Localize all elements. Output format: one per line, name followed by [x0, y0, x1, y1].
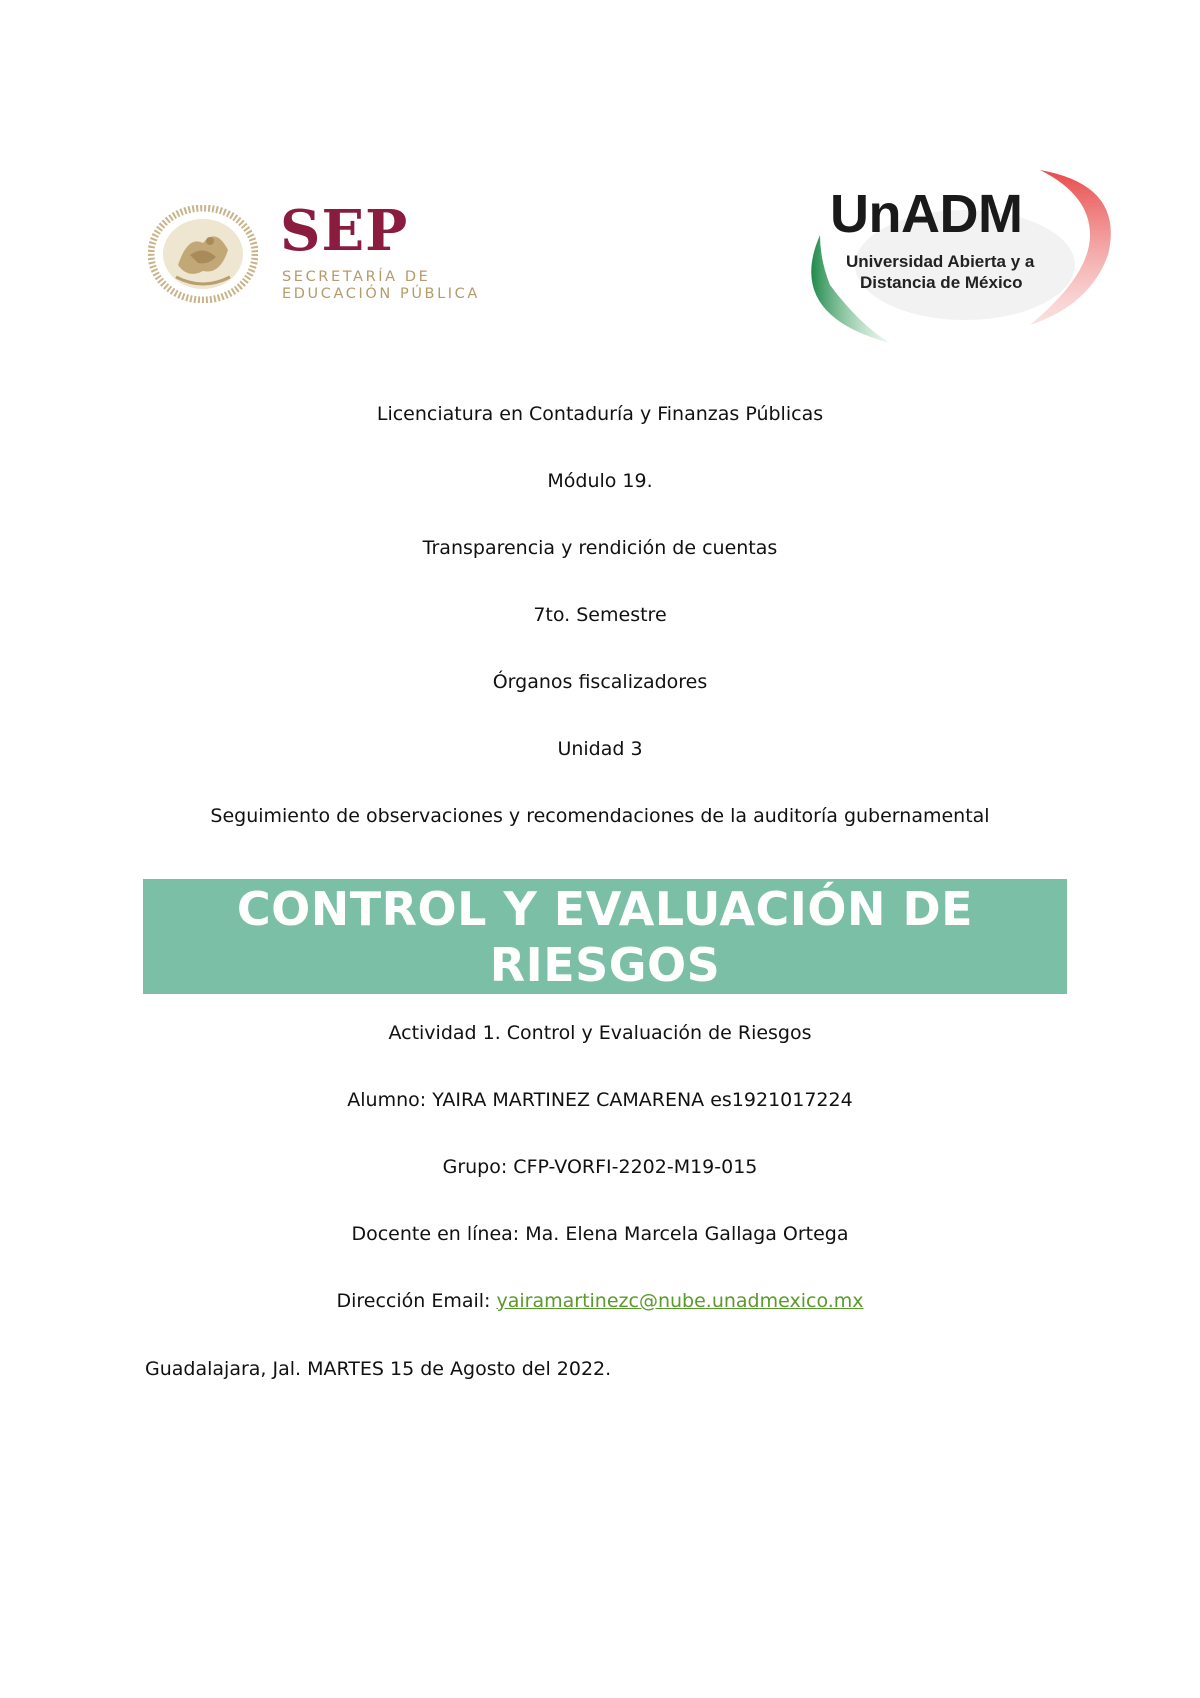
topic: Órganos fiscalizadores: [492, 671, 708, 693]
student-name: Alumno: YAIRA MARTINEZ CAMARENA es1921017224: [347, 1089, 853, 1111]
title-banner: [143, 879, 1067, 994]
unadm-subtitle-line2: Distancia de México: [860, 273, 1023, 292]
place-and-date: Guadalajara, Jal. MARTES 15 de Agosto del 2022.: [145, 1358, 612, 1380]
module-number: Módulo 19.: [547, 470, 653, 492]
sep-wordmark: SEP: [280, 198, 409, 264]
unadm-wordmark: UnADM: [830, 184, 1023, 244]
email-link[interactable]: yairamartinezc@nube.unadmexico.mx: [496, 1290, 864, 1312]
activity-name: Actividad 1. Control y Evaluación de Riesgos: [388, 1022, 812, 1044]
group-code: Grupo: CFP-VORFI-2202-M19-015: [442, 1156, 758, 1178]
unadm-subtitle-line1: Universidad Abierta y a: [846, 252, 1035, 271]
unit-title: Seguimiento de observaciones y recomendaciones de la auditoría gubernamental: [210, 805, 990, 827]
email-label: Dirección Email:: [336, 1290, 497, 1312]
program-name: Licenciatura en Contaduría y Finanzas Públicas: [376, 403, 824, 425]
semester: 7to. Semestre: [533, 604, 667, 626]
coat-of-arms-seal-icon: [148, 205, 258, 303]
sep-subtitle-line2: EDUCACIÓN PÚBLICA: [282, 286, 480, 302]
email-line: [0, 1289, 1200, 1313]
document-title: [143, 881, 1067, 993]
teacher-name: Docente en línea: Ma. Elena Marcela Gallaga Ortega: [351, 1223, 849, 1245]
unit-number: Unidad 3: [557, 738, 643, 760]
subject-name: Transparencia y rendición de cuentas: [422, 537, 778, 559]
unadm-logo: [790, 165, 1120, 350]
sep-subtitle-line1: SECRETARÍA DE: [282, 269, 431, 285]
sep-logo: [148, 198, 508, 305]
title-line-2: RIESGOS: [489, 938, 721, 992]
title-line-1: CONTROL Y EVALUACIÓN DE: [236, 882, 974, 936]
